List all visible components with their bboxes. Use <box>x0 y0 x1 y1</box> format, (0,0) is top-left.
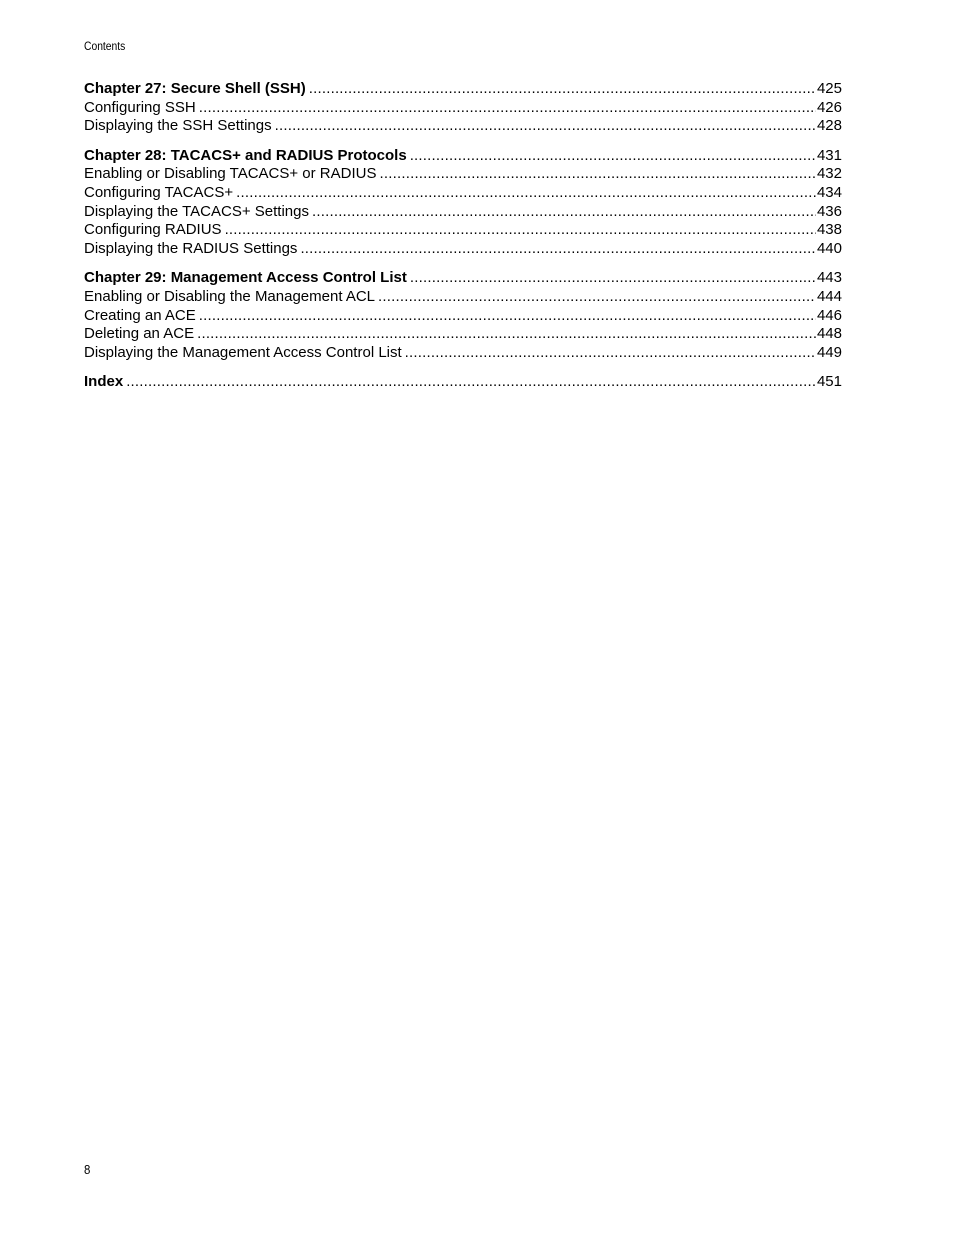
toc-entry[interactable] <box>84 221 842 240</box>
toc-entry-page: 436 <box>816 202 842 220</box>
toc-dot-leader <box>126 373 816 392</box>
toc-entry-page: 432 <box>816 165 842 183</box>
toc-dot-leader <box>197 325 816 344</box>
toc-entry[interactable] <box>84 269 842 288</box>
toc-entry-page: 448 <box>816 325 842 343</box>
toc-entry-page: 425 <box>816 80 842 97</box>
toc-group-chapter-29 <box>84 269 842 362</box>
toc-entry[interactable] <box>84 307 842 326</box>
toc-dot-leader <box>300 240 816 259</box>
toc-dot-leader <box>236 184 816 203</box>
toc-entry-title: Chapter 28: TACACS+ and RADIUS Protocols <box>84 146 407 164</box>
toc-entry[interactable] <box>84 165 842 184</box>
toc-entry[interactable] <box>84 80 842 99</box>
table-of-contents <box>84 80 842 402</box>
toc-entry-page: 444 <box>816 287 842 305</box>
toc-entry[interactable] <box>84 373 842 392</box>
toc-dot-leader <box>309 80 816 99</box>
toc-entry-page: 426 <box>816 98 842 116</box>
toc-dot-leader <box>410 269 816 288</box>
toc-entry-title: Chapter 27: Secure Shell (SSH) <box>84 80 306 97</box>
toc-dot-leader <box>378 288 816 307</box>
toc-entry[interactable] <box>84 240 842 259</box>
toc-entry-page: 431 <box>816 146 842 164</box>
toc-entry-title: Displaying the SSH Settings <box>84 117 272 135</box>
toc-dot-leader <box>312 203 816 222</box>
toc-dot-leader <box>275 117 816 136</box>
toc-dot-leader <box>225 221 816 240</box>
toc-entry[interactable] <box>84 147 842 166</box>
toc-entry[interactable] <box>84 344 842 363</box>
toc-entry-title: Displaying the TACACS+ Settings <box>84 202 309 220</box>
toc-group-chapter-27 <box>84 80 842 136</box>
toc-entry[interactable] <box>84 203 842 222</box>
toc-entry-page: 446 <box>816 306 842 324</box>
toc-entry[interactable] <box>84 288 842 307</box>
toc-entry-title: Configuring RADIUS <box>84 221 222 239</box>
toc-entry-title: Deleting an ACE <box>84 325 195 343</box>
toc-entry[interactable] <box>84 117 842 136</box>
toc-entry[interactable] <box>84 325 842 344</box>
toc-entry-title: Displaying the RADIUS Settings <box>84 240 298 257</box>
toc-entry-title: Index <box>84 373 124 391</box>
toc-entry[interactable] <box>84 184 842 203</box>
page-number: 8 <box>84 1162 91 1177</box>
toc-dot-leader <box>199 99 816 118</box>
toc-entry-page: 434 <box>816 183 842 201</box>
toc-entry-page: 440 <box>816 240 842 257</box>
toc-entry-title: Configuring SSH <box>84 98 196 116</box>
toc-entry-title: Configuring TACACS+ <box>84 183 234 201</box>
toc-entry-title: Creating an ACE <box>84 306 196 324</box>
toc-entry-page: 451 <box>816 373 842 391</box>
toc-entry-page: 443 <box>816 269 842 287</box>
toc-dot-leader <box>410 147 816 166</box>
toc-dot-leader <box>199 307 816 326</box>
toc-entry-title: Enabling or Disabling the Management ACL <box>84 287 376 305</box>
toc-entry-page: 449 <box>816 343 842 361</box>
toc-dot-leader <box>405 344 816 363</box>
toc-group-chapter-28 <box>84 147 842 259</box>
toc-dot-leader <box>380 165 816 184</box>
toc-entry-title: Chapter 29: Management Access Control List <box>84 269 407 287</box>
toc-entry-page: 438 <box>816 221 842 239</box>
running-header: Contents <box>84 39 126 53</box>
toc-entry-title: Enabling or Disabling TACACS+ or RADIUS <box>84 165 377 183</box>
toc-entry-page: 428 <box>816 117 842 135</box>
toc-entry[interactable] <box>84 99 842 118</box>
toc-entry-title: Displaying the Management Access Control List <box>84 343 402 361</box>
toc-group-index <box>84 373 842 392</box>
